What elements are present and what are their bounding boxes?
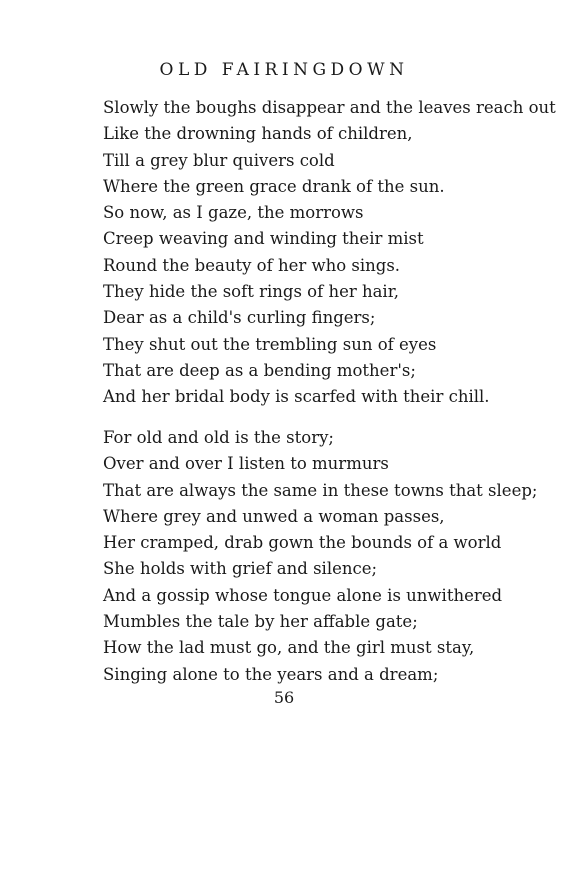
poem-stanza-1: [103, 95, 556, 411]
poem-line: They shut out the trembling sun of eyes: [103, 334, 437, 354]
poem-line: That are deep as a bending mother's;: [103, 360, 416, 380]
poem-line: Round the beauty of her who sings.: [103, 255, 401, 275]
poem-line: And her bridal body is scarfed with their chill.: [103, 387, 490, 407]
poem-line: For old and old is the story;: [103, 428, 334, 447]
poem-line: Where the green grace drank of the sun.: [103, 176, 445, 196]
poem-line: So now, as I gaze, the morrows: [103, 203, 364, 223]
poem-line: Mumbles the tale by her affable gate;: [103, 612, 418, 632]
poem-line: That are always the same in these towns that sleep;: [103, 480, 538, 500]
poem-line: And a gossip whose tongue alone is unwithered: [103, 585, 503, 605]
poem-line: Where grey and unwed a woman passes,: [103, 506, 445, 526]
page-title: OLD FAIRINGDOWN: [159, 60, 409, 80]
poem-line: Slowly the boughs disappear and the leaves reach out: [103, 98, 556, 117]
poem-line: They hide the soft rings of her hair,: [103, 282, 400, 302]
poem-line: Till a grey blur quivers cold: [103, 150, 335, 170]
page-number: 56: [273, 688, 295, 707]
poem-line: Creep weaving and winding their mist: [103, 229, 424, 249]
poem-line: Over and over I listen to murmurs: [103, 454, 389, 474]
poem-line: She holds with grief and silence;: [103, 559, 378, 579]
poem-line: How the lad must go, and the girl must stay,: [103, 638, 475, 658]
poem-line: Like the drowning hands of children,: [103, 124, 413, 144]
poem-stanza-2: [103, 425, 537, 688]
poem-line: Her cramped, drab gown the bounds of a world: [103, 533, 502, 553]
poem-line: Singing alone to the years and a dream;: [103, 664, 439, 684]
poem-line: Dear as a child's curling fingers;: [103, 308, 376, 328]
